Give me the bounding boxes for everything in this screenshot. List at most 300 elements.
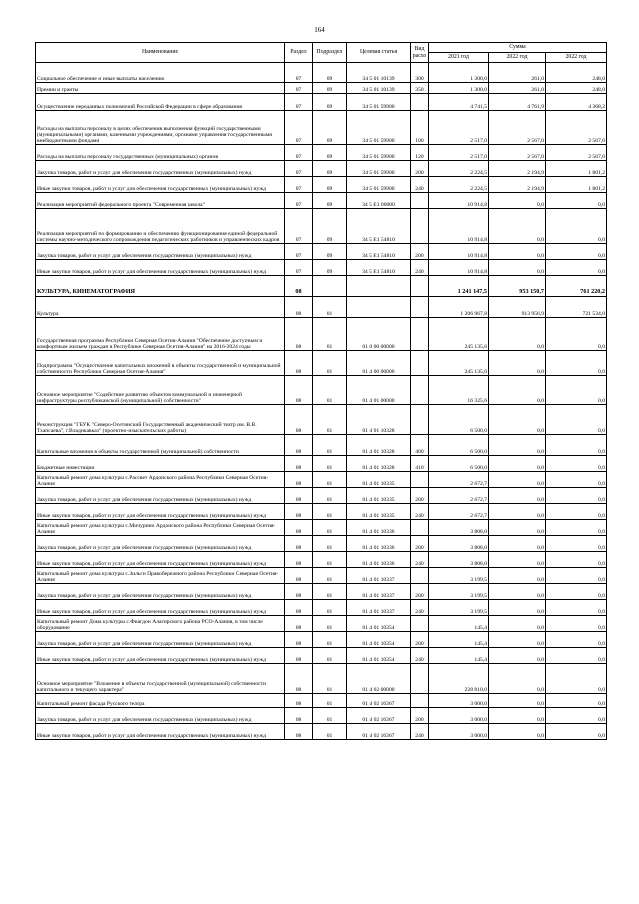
row-value-2021: 145,4 [429,616,489,632]
row-value-2022-b: 248,0 [546,63,607,83]
table-row [36,193,607,209]
row-value-2021: 2 517,0 [429,111,489,145]
row-value-2022-b: 0,0 [546,600,607,616]
row-value-2022: 0,0 [489,244,546,260]
row-expense-type: 100 [411,111,429,145]
row-name: Бюджетные инвестиции [36,456,285,472]
row-value-2022: 2 567,0 [489,111,546,145]
row-name: Реконструкция "ГБУК "Северо-Осетинский Государственный академический театр им. В.В. Тхапсаева", г.Владикавказ" (проектно-изыскательских работы) [36,405,285,435]
row-value-2022: 0,0 [489,472,546,488]
row-value-2022: 0,0 [489,724,546,740]
row-value-2021: 6 500,0 [429,456,489,472]
table-row [36,435,607,456]
row-section: 08 [285,297,313,318]
row-value-2021: 3 808,0 [429,520,489,536]
table-row [36,161,607,177]
row-value-2022-b: 721 534,0 [546,297,607,318]
row-expense-type: 200 [411,584,429,600]
row-value-2022-b: 0,0 [546,568,607,584]
row-section: 08 [285,318,313,351]
table-row [36,488,607,504]
row-section: 08 [285,472,313,488]
row-subsection: 01 [313,600,347,616]
row-value-2022: 0,0 [489,376,546,405]
row-value-2022-b: 0,0 [546,456,607,472]
row-value-2022-b: 0,0 [546,632,607,648]
row-expense-type: 200 [411,536,429,552]
row-target: 34 5 01 10139 [347,83,411,94]
table-row [36,376,607,405]
row-value-2022-b: 0,0 [546,694,607,708]
row-value-2022: 0,0 [489,568,546,584]
row-name: Закупка товаров, работ и услуг для обеспечения государственных (муниципальных) нужд [36,536,285,552]
row-section: 08 [285,664,313,694]
row-section: 08 [285,568,313,584]
row-target: 34 5 01 59900 [347,111,411,145]
row-value-2022-b: 0,0 [546,536,607,552]
row-expense-type: 300 [411,63,429,83]
row-expense-type [411,94,429,111]
row-value-2022: 0,0 [489,318,546,351]
row-target: 34 5 01 59900 [347,177,411,193]
row-value-2022: 0,0 [489,694,546,708]
row-value-2022: 0,0 [489,708,546,724]
table-row [36,318,607,351]
row-value-2022: 0,0 [489,456,546,472]
row-value-2022-b: 0,0 [546,193,607,209]
row-subsection: 09 [313,145,347,161]
row-target: 01 4 01 10328 [347,435,411,456]
row-name: Осуществление переданных полномочий Российской Федерации в сфере образования [36,94,285,111]
table-row [36,177,607,193]
row-subsection: 01 [313,648,347,664]
table-row [36,244,607,260]
row-name: Расходы на выплаты персоналу государственных (муниципальных) органов [36,145,285,161]
row-section: 08 [285,708,313,724]
row-target: 01 4 01 10337 [347,568,411,584]
row-subsection: 01 [313,708,347,724]
row-value-2021: 145,4 [429,648,489,664]
row-value-2022-b: 761 220,2 [546,276,607,297]
row-value-2022: 0,0 [489,260,546,276]
row-value-2022: 0,0 [489,664,546,694]
row-value-2021: 2 672,7 [429,472,489,488]
row-target: 01 4 01 10328 [347,405,411,435]
row-subsection: 01 [313,520,347,536]
row-expense-type [411,472,429,488]
row-subsection: 09 [313,111,347,145]
row-target: 34 5 01 59900 [347,145,411,161]
row-expense-type: 200 [411,488,429,504]
row-section: 08 [285,616,313,632]
row-target: 34 5 E1 00000 [347,193,411,209]
row-section: 07 [285,244,313,260]
row-value-2022-b: 2 567,0 [546,111,607,145]
row-value-2021: 4 741,5 [429,94,489,111]
row-value-2022: 261,0 [489,83,546,94]
row-expense-type: 240 [411,552,429,568]
row-expense-type: 350 [411,83,429,94]
row-target: 01 4 01 10335 [347,472,411,488]
row-target: 34 5 01 59900 [347,94,411,111]
row-value-2022: 0,0 [489,520,546,536]
row-section: 07 [285,145,313,161]
row-value-2022-b: 0,0 [546,209,607,244]
row-name: Закупка товаров, работ и услуг для обеспечения государственных (муниципальных) нужд [36,632,285,648]
table-row [36,568,607,584]
row-name: Закупка товаров, работ и услуг для обеспечения государственных (муниципальных) нужд [36,584,285,600]
row-target: 01 4 01 10337 [347,584,411,600]
table-row [36,664,607,694]
row-subsection: 09 [313,193,347,209]
row-target: 01 0 00 00000 [347,318,411,351]
table-row [36,209,607,244]
row-value-2022: 4 761,9 [489,94,546,111]
row-value-2022-b: 0,0 [546,405,607,435]
row-section: 07 [285,83,313,94]
row-section: 08 [285,694,313,708]
row-value-2021: 3 000,0 [429,694,489,708]
row-expense-type [411,351,429,376]
row-expense-type [411,318,429,351]
table-body [36,63,607,740]
row-section: 07 [285,111,313,145]
row-value-2022-b: 248,0 [546,83,607,94]
row-target: 34 5 E1 54810 [347,260,411,276]
row-name: Подпрограмма "Осуществление капитальных вложений в объекты государственной и муниципальной собственности Республики Северная Осетия-Алания" [36,351,285,376]
row-value-2022-b: 0,0 [546,488,607,504]
row-value-2021: 10 914,8 [429,244,489,260]
row-value-2021: 1 241 147,5 [429,276,489,297]
row-subsection: 01 [313,536,347,552]
row-expense-type: 240 [411,724,429,740]
row-value-2022: 0,0 [489,648,546,664]
row-value-2021: 228 810,0 [429,664,489,694]
row-section: 07 [285,94,313,111]
row-subsection: 01 [313,456,347,472]
row-subsection: 01 [313,584,347,600]
row-expense-type [411,664,429,694]
row-name: Иные закупки товаров, работ и услуг для обеспечения государственных (муниципальных) нужд [36,600,285,616]
row-section: 08 [285,435,313,456]
row-target: 01 4 00 00000 [347,351,411,376]
row-name: Иные закупки товаров, работ и услуг для обеспечения государственных (муниципальных) нужд [36,177,285,193]
row-subsection: 01 [313,632,347,648]
row-subsection: 09 [313,83,347,94]
row-target: 01 4 01 10354 [347,616,411,632]
row-section: 07 [285,260,313,276]
row-value-2022: 2 194,9 [489,161,546,177]
row-expense-type: 200 [411,244,429,260]
table-row [36,600,607,616]
row-value-2021: 3 808,0 [429,552,489,568]
row-value-2021: 3 000,0 [429,724,489,740]
row-name: Капитальный ремонт дома культуры с.Зильги Правобережного района Республики Северная Осетия-Алания [36,568,285,584]
row-value-2022: 261,0 [489,63,546,83]
row-section: 08 [285,456,313,472]
row-value-2022: 953 150,7 [489,276,546,297]
table-row [36,297,607,318]
row-value-2021: 2 224,5 [429,161,489,177]
row-target: 01 4 01 10328 [347,456,411,472]
row-name: Расходы на выплаты персоналу в целях обеспечения выполнения функций государственными (муниципальными) органами, казенными учреждениями, органами управления государственными внебюджетными фондами [36,111,285,145]
row-value-2021: 3 000,0 [429,708,489,724]
row-value-2022-b: 0,0 [546,376,607,405]
row-section: 08 [285,552,313,568]
row-expense-type: 240 [411,648,429,664]
row-value-2022: 0,0 [489,488,546,504]
row-value-2022-b: 0,0 [546,520,607,536]
row-value-2022-b: 0,0 [546,318,607,351]
row-subsection: 01 [313,488,347,504]
row-name: Капитальный ремонт фасада Русского театра [36,694,285,708]
row-subsection: 01 [313,376,347,405]
row-section: 08 [285,536,313,552]
row-name: Иные закупки товаров, работ и услуг для обеспечения государственных (муниципальных) нужд [36,648,285,664]
row-name: Государственная программа Республики Северная Осетия-Алания "Обеспечение доступным и комфортным жильем граждан в Республике Северная Осетия-Алания" на 2016-2024 годы [36,318,285,351]
row-expense-type [411,616,429,632]
row-value-2022: 0,0 [489,616,546,632]
row-expense-type: 120 [411,145,429,161]
row-target: 01 4 02 10367 [347,708,411,724]
row-subsection: 01 [313,435,347,456]
row-section: 08 [285,276,313,297]
row-subsection: 09 [313,209,347,244]
row-section: 08 [285,504,313,520]
row-value-2022-b: 0,0 [546,664,607,694]
row-name: Основное мероприятие "Вложение в объекты государственной (муниципальной) собственности капитального и текущего характера" [36,664,285,694]
row-subsection: 01 [313,351,347,376]
row-target [347,297,411,318]
row-expense-type [411,694,429,708]
row-section: 08 [285,488,313,504]
row-value-2022-b: 0,0 [546,472,607,488]
row-subsection: 01 [313,552,347,568]
row-target: 01 4 02 00000 [347,664,411,694]
row-name: Иные закупки товаров, работ и услуг для обеспечения государственных (муниципальных) нужд [36,552,285,568]
row-target: 34 5 01 59900 [347,161,411,177]
row-name: Иные закупки товаров, работ и услуг для обеспечения государственных (муниципальных) нужд [36,504,285,520]
row-name: Капитальный ремонт дома культуры с.Рассвет Ардонского района Республики Северная Осетия-Алания [36,472,285,488]
table-row [36,94,607,111]
table-row [36,724,607,740]
row-expense-type [411,568,429,584]
row-value-2022-b: 1 801,2 [546,177,607,193]
row-section: 08 [285,648,313,664]
row-section: 08 [285,376,313,405]
row-value-2021: 6 500,0 [429,405,489,435]
row-value-2022: 0,0 [489,193,546,209]
row-target: 01 4 01 00000 [347,376,411,405]
header-year-2021: 2021 год [429,53,489,63]
table-row [36,456,607,472]
row-subsection: 01 [313,568,347,584]
row-target: 01 4 01 10336 [347,552,411,568]
row-target: 01 4 01 10336 [347,520,411,536]
row-section: 07 [285,161,313,177]
table-row [36,111,607,145]
page-number: 164 [314,26,325,34]
header-year-2022: 2022 год [489,53,546,63]
row-value-2022: 0,0 [489,435,546,456]
row-name: Реализация мероприятий федерального проекта "Современная школа" [36,193,285,209]
row-value-2022-b: 0,0 [546,260,607,276]
row-value-2021: 16 325,6 [429,376,489,405]
row-subsection: 01 [313,504,347,520]
row-section: 07 [285,209,313,244]
row-target: 01 4 02 10367 [347,694,411,708]
row-value-2022: 2 567,0 [489,145,546,161]
row-value-2022-b: 2 567,0 [546,145,607,161]
row-value-2021: 3 808,0 [429,536,489,552]
row-section: 07 [285,177,313,193]
header-section: Раздел [285,43,313,63]
row-expense-type: 240 [411,177,429,193]
row-expense-type: 200 [411,708,429,724]
row-value-2022-b: 0,0 [546,648,607,664]
header-year-2022-b: 2022 год [546,53,607,63]
row-name: Закупка товаров, работ и услуг для обеспечения государственных (муниципальных) нужд [36,244,285,260]
row-target: 01 4 01 10335 [347,488,411,504]
row-value-2021: 1 300,0 [429,63,489,83]
row-value-2022-b: 0,0 [546,724,607,740]
row-expense-type [411,405,429,435]
row-section: 08 [285,600,313,616]
row-name: Капитальный ремонт Дома культуры с.Фиагдон Алагирского района РСО-Алания, в том числе оборудование [36,616,285,632]
row-subsection: 01 [313,724,347,740]
table-row [36,536,607,552]
header-name: Наименование [36,43,285,63]
row-name: Иные закупки товаров, работ и услуг для обеспечения государственных (муниципальных) нужд [36,260,285,276]
row-expense-type [411,376,429,405]
row-value-2021: 1 206 967,8 [429,297,489,318]
table-row [36,552,607,568]
row-value-2022-b: 0,0 [546,504,607,520]
table-row [36,708,607,724]
row-target: 34 5 E1 54810 [347,244,411,260]
row-value-2022: 913 956,9 [489,297,546,318]
table-row [36,351,607,376]
row-expense-type [411,193,429,209]
table-row [36,472,607,488]
table-row [36,584,607,600]
row-value-2021: 245 135,6 [429,318,489,351]
row-name: Реализация мероприятий по формированию и обеспечению функционирования единой федеральной системы научно-методического сопровождения педагогических работников и управленческих кадров [36,209,285,244]
table-row [36,145,607,161]
table-row [36,504,607,520]
table-row [36,520,607,536]
table-row [36,632,607,648]
row-subsection: 01 [313,616,347,632]
row-section: 08 [285,632,313,648]
row-subsection: 01 [313,472,347,488]
table-row [36,648,607,664]
row-expense-type [411,209,429,244]
row-name: Закупка товаров, работ и услуг для обеспечения государственных (муниципальных) нужд [36,161,285,177]
row-value-2022-b: 0,0 [546,708,607,724]
row-target: 01 4 02 10367 [347,724,411,740]
row-expense-type: 200 [411,632,429,648]
row-expense-type: 200 [411,161,429,177]
table-row [36,405,607,435]
row-expense-type [411,520,429,536]
row-value-2022: 0,0 [489,209,546,244]
row-section: 08 [285,351,313,376]
row-value-2021: 10 914,8 [429,193,489,209]
row-value-2022: 0,0 [489,552,546,568]
row-name: Основное мероприятие "Содействие развитию объектов коммунальной и инженерной инфраструктуры республиканской (муниципальной) собственности" [36,376,285,405]
row-value-2022: 0,0 [489,504,546,520]
table-row [36,276,607,297]
row-value-2021: 10 914,8 [429,209,489,244]
row-value-2022-b: 0,0 [546,351,607,376]
row-section: 07 [285,63,313,83]
table-row [36,83,607,94]
row-subsection: 01 [313,664,347,694]
row-value-2022: 0,0 [489,632,546,648]
row-expense-type: 240 [411,260,429,276]
row-target: 01 4 01 10354 [347,648,411,664]
row-subsection: 09 [313,161,347,177]
row-value-2022: 2 194,9 [489,177,546,193]
row-value-2022-b: 0,0 [546,435,607,456]
row-name: Капитальные вложения в объекты государственной (муниципальной) собственности [36,435,285,456]
row-section: 07 [285,193,313,209]
row-value-2021: 3 199,5 [429,584,489,600]
table-row [36,616,607,632]
header-target: Целевая статья [347,43,411,63]
row-subsection [313,276,347,297]
row-section: 08 [285,520,313,536]
header-sum: Сумма [429,43,607,53]
row-value-2021: 6 500,0 [429,435,489,456]
row-target [347,276,411,297]
row-value-2022: 0,0 [489,536,546,552]
row-value-2021: 2 224,5 [429,177,489,193]
row-value-2022: 0,0 [489,584,546,600]
row-subsection: 01 [313,405,347,435]
row-subsection: 01 [313,297,347,318]
row-value-2021: 2 517,0 [429,145,489,161]
row-value-2021: 245 135,6 [429,351,489,376]
row-subsection: 09 [313,63,347,83]
header-expense-type: Вид расхо [411,43,429,63]
row-subsection: 09 [313,94,347,111]
row-expense-type [411,276,429,297]
row-subsection: 09 [313,260,347,276]
row-value-2022-b: 0,0 [546,552,607,568]
row-value-2021: 3 199,5 [429,568,489,584]
row-expense-type [411,297,429,318]
row-name: Закупка товаров, работ и услуг для обеспечения государственных (муниципальных) нужд [36,488,285,504]
row-value-2022-b: 4 368,2 [546,94,607,111]
row-target: 01 4 01 10336 [347,536,411,552]
row-name: Культура [36,297,285,318]
row-value-2022: 0,0 [489,600,546,616]
row-value-2021: 1 300,0 [429,83,489,94]
row-section: 08 [285,584,313,600]
row-section: 08 [285,405,313,435]
row-subsection: 01 [313,318,347,351]
row-target: 01 4 01 10337 [347,600,411,616]
row-value-2021: 10 914,8 [429,260,489,276]
row-value-2022: 0,0 [489,405,546,435]
row-target: 34 5 E1 54810 [347,209,411,244]
row-value-2021: 2 672,7 [429,488,489,504]
table-row [36,260,607,276]
table-row [36,63,607,83]
row-name: КУЛЬТУРА, КИНЕМАТОГРАФИЯ [36,276,285,297]
